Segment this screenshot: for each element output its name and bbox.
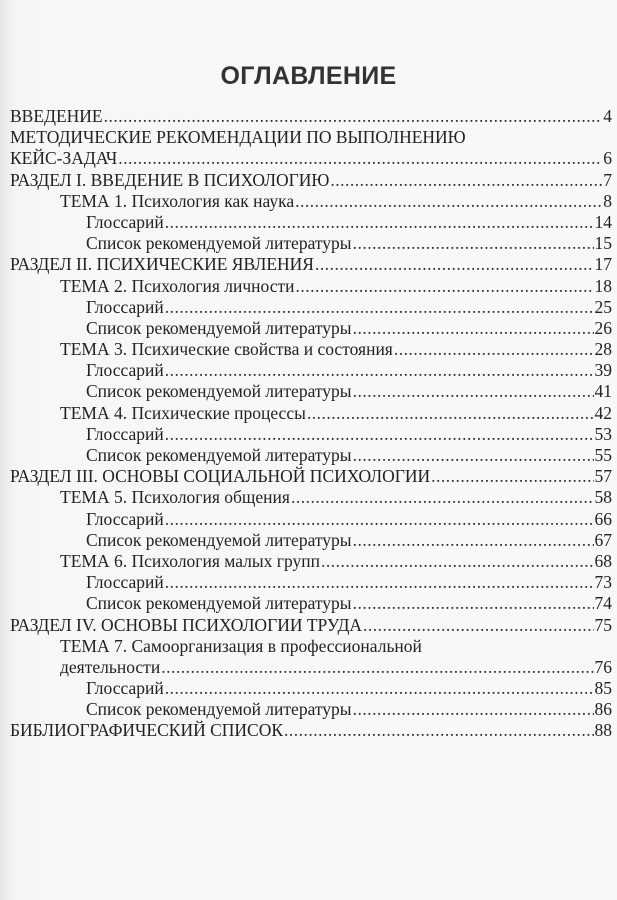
toc-entry-page: 4	[603, 106, 612, 126]
toc-entry-label: БИБЛИОГРАФИЧЕСКИЙ СПИСОК	[10, 720, 284, 741]
toc-entry	[10, 191, 612, 212]
dot-leader	[165, 509, 594, 530]
dot-leader	[363, 615, 593, 636]
dot-leader	[104, 106, 603, 127]
toc-entry-page: 28	[594, 339, 612, 360]
toc-entry-page: 26	[594, 317, 612, 338]
dot-leader	[295, 191, 602, 212]
toc-entry	[10, 127, 612, 148]
table-of-contents	[10, 106, 612, 742]
toc-entry	[10, 699, 612, 720]
toc-entry-label: ТЕМА 7. Самоорганизация в профессиональной	[60, 635, 422, 656]
toc-entry-page: 88	[594, 720, 612, 741]
dot-leader	[165, 572, 594, 593]
toc-entry-label: МЕТОДИЧЕСКИЕ РЕКОМЕНДАЦИИ ПО ВЫПОЛНЕНИЮ	[10, 127, 466, 148]
toc-entry	[10, 170, 612, 191]
toc-entry	[10, 297, 612, 318]
dot-leader	[353, 699, 594, 720]
toc-entry-page: 85	[594, 678, 612, 699]
toc-entry-page: 68	[594, 550, 612, 571]
toc-entry-page: 75	[594, 614, 612, 635]
toc-entry-page: 73	[594, 572, 612, 593]
toc-entry-label: ТЕМА 4. Психические процессы	[60, 402, 306, 423]
toc-entry-page: 86	[594, 699, 612, 720]
toc-entry-label: Список рекомендуемой литературы	[86, 233, 352, 254]
toc-entry-label: Глоссарий	[86, 296, 164, 317]
dot-leader	[321, 551, 594, 572]
dot-leader	[165, 297, 594, 318]
toc-entry	[10, 339, 612, 360]
toc-entry	[10, 106, 612, 127]
dot-leader	[394, 339, 594, 360]
toc-entry-page: 17	[594, 254, 612, 275]
dot-leader	[118, 148, 602, 169]
toc-entry-page: 58	[594, 487, 612, 508]
dot-leader	[353, 233, 594, 254]
toc-entry-label: Глоссарий	[86, 360, 164, 381]
toc-entry	[10, 148, 612, 169]
toc-entry-page: 39	[594, 360, 612, 381]
dot-leader	[315, 254, 594, 275]
toc-entry-page: 14	[594, 211, 612, 232]
toc-entry-page: 55	[594, 445, 612, 465]
toc-entry	[10, 212, 612, 233]
toc-entry	[10, 445, 612, 466]
toc-entry	[10, 720, 612, 741]
dot-leader	[431, 466, 593, 487]
toc-entry	[10, 615, 612, 636]
toc-entry-label: Список рекомендуемой литературы	[86, 445, 352, 465]
dot-leader	[353, 318, 594, 339]
toc-entry	[10, 657, 612, 678]
toc-entry-label: РАЗДЕЛ IV. ОСНОВЫ ПСИХОЛОГИИ ТРУДА	[10, 614, 363, 635]
dot-leader	[353, 381, 594, 402]
toc-entry-label: Список рекомендуемой литературы	[86, 593, 352, 614]
toc-entry	[10, 381, 612, 402]
toc-entry	[10, 254, 612, 275]
toc-entry-page: 67	[594, 529, 612, 550]
toc-entry-label: РАЗДЕЛ III. ОСНОВЫ СОЦИАЛЬНОЙ ПСИХОЛОГИИ	[10, 466, 431, 487]
toc-entry-label: ТЕМА 3. Психические свойства и состояния	[60, 339, 393, 360]
toc-entry-label: ТЕМА 6. Психология малых групп	[60, 550, 320, 571]
toc-entry	[10, 424, 612, 445]
toc-entry-label: Список рекомендуемой литературы	[86, 529, 352, 550]
toc-entry-label: ТЕМА 1. Психология как наука	[60, 190, 295, 211]
dot-leader	[353, 530, 594, 551]
toc-entry	[10, 318, 612, 339]
toc-entry	[10, 509, 612, 530]
toc-entry-page: 8	[603, 190, 612, 211]
toc-entry-page: 7	[603, 169, 612, 190]
dot-leader	[307, 403, 594, 424]
toc-entry-page: 25	[594, 296, 612, 317]
toc-entry	[10, 572, 612, 593]
toc-entry-page: 66	[594, 508, 612, 529]
toc-entry-page: 42	[594, 402, 612, 423]
toc-entry-label: Глоссарий	[86, 678, 164, 699]
dot-leader	[161, 657, 593, 678]
dot-leader	[330, 170, 602, 191]
toc-entry-label: Глоссарий	[86, 423, 164, 444]
toc-entry-label: Список рекомендуемой литературы	[86, 699, 352, 720]
dot-leader	[296, 276, 594, 297]
toc-entry	[10, 551, 612, 572]
page-title: ОГЛАВЛЕНИЕ	[220, 62, 397, 90]
toc-entry-page: 57	[594, 466, 612, 487]
toc-entry	[10, 487, 612, 508]
toc-entry	[10, 360, 612, 381]
toc-entry-label: ВВЕДЕНИЕ	[10, 106, 103, 126]
dot-leader	[353, 445, 594, 466]
dot-leader	[284, 720, 593, 741]
toc-entry-label: ТЕМА 5. Психология общения	[60, 487, 290, 508]
toc-entry	[10, 530, 612, 551]
toc-entry-label: деятельности	[60, 656, 161, 677]
toc-entry	[10, 403, 612, 424]
toc-entry-label: Глоссарий	[86, 211, 164, 232]
toc-entry	[10, 276, 612, 297]
toc-entry-page: 15	[594, 233, 612, 254]
toc-entry-label: РАЗДЕЛ I. ВВЕДЕНИЕ В ПСИХОЛОГИЮ	[10, 169, 330, 190]
toc-entry-page: 76	[594, 656, 612, 677]
dot-leader	[353, 593, 594, 614]
toc-entry-label: ТЕМА 2. Психология личности	[60, 275, 295, 296]
toc-entry-label: Список рекомендуемой литературы	[86, 317, 352, 338]
toc-entry-label: Глоссарий	[86, 508, 164, 529]
toc-entry-label: Глоссарий	[86, 572, 164, 593]
dot-leader	[291, 487, 594, 508]
toc-entry-label: РАЗДЕЛ II. ПСИХИЧЕСКИЕ ЯВЛЕНИЯ	[10, 254, 314, 275]
dot-leader	[165, 678, 594, 699]
toc-entry-page: 41	[594, 381, 612, 402]
toc-entry-page: 53	[594, 423, 612, 444]
toc-entry	[10, 636, 612, 657]
dot-leader	[165, 212, 594, 233]
toc-entry-page: 18	[594, 275, 612, 296]
toc-entry-label: КЕЙС-ЗАДАЧ	[10, 148, 118, 169]
toc-entry-label: Список рекомендуемой литературы	[86, 381, 352, 402]
toc-entry	[10, 593, 612, 614]
dot-leader	[165, 424, 594, 445]
toc-entry	[10, 466, 612, 487]
dot-leader	[165, 360, 594, 381]
toc-entry-page: 6	[603, 148, 612, 169]
toc-entry	[10, 233, 612, 254]
toc-entry	[10, 678, 612, 699]
toc-entry-page: 74	[594, 593, 612, 614]
